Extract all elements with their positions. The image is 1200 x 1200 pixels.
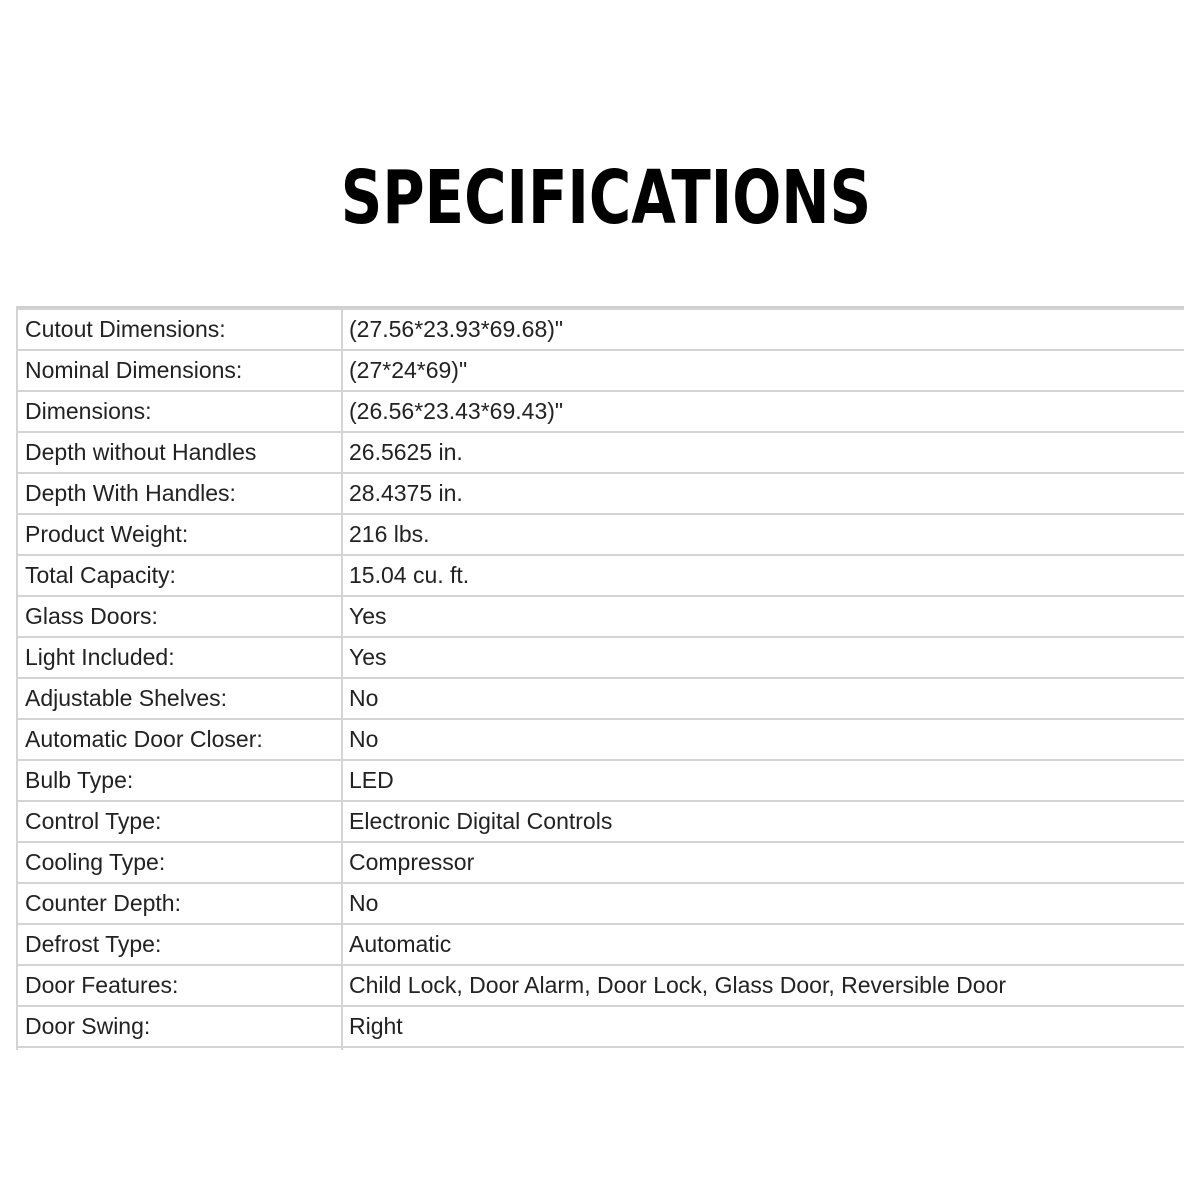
spec-label: Bulb Type: xyxy=(17,760,342,801)
spec-value: Yes xyxy=(342,637,1184,678)
spec-label: Depth without Handles xyxy=(17,432,342,473)
spec-label: Light Included: xyxy=(17,637,342,678)
table-row-cut-off xyxy=(17,1047,1184,1050)
spec-row-door-swing xyxy=(17,1006,1184,1047)
spec-label: Depth With Handles: xyxy=(17,473,342,514)
spec-row-light-included xyxy=(17,637,1184,678)
spec-value: LED xyxy=(342,760,1184,801)
spec-label: Cutout Dimensions: xyxy=(17,309,342,350)
page-title: SPECIFICATIONS xyxy=(340,155,872,241)
spec-row-adjustable-shelves xyxy=(17,678,1184,719)
spec-row-cutout-dimensions xyxy=(17,309,1184,350)
specifications-table xyxy=(16,308,1184,1050)
spec-value: 216 lbs. xyxy=(342,514,1184,555)
spec-row-counter-depth xyxy=(17,883,1184,924)
spec-row-cooling-type xyxy=(17,842,1184,883)
spec-value: Compressor xyxy=(342,842,1184,883)
spec-value: Automatic xyxy=(342,924,1184,965)
spec-value: Electronic Digital Controls xyxy=(342,801,1184,842)
spec-row-depth-without-handles xyxy=(17,432,1184,473)
spec-value: (27*24*69)" xyxy=(342,350,1184,391)
spec-value: Child Lock, Door Alarm, Door Lock, Glass Door, Reversible Door xyxy=(342,965,1184,1006)
spec-label: Defrost Type: xyxy=(17,924,342,965)
spec-row-glass-doors xyxy=(17,596,1184,637)
spec-label: Door Swing: xyxy=(17,1006,342,1047)
spec-value: (26.56*23.43*69.43)" xyxy=(342,391,1184,432)
spec-label: Adjustable Shelves: xyxy=(17,678,342,719)
spec-row-nominal-dimensions xyxy=(17,350,1184,391)
spec-row-product-weight xyxy=(17,514,1184,555)
empty-cell xyxy=(342,1047,1184,1050)
spec-label: Cooling Type: xyxy=(17,842,342,883)
empty-cell xyxy=(17,1047,342,1050)
spec-row-defrost-type xyxy=(17,924,1184,965)
spec-row-automatic-door-closer xyxy=(17,719,1184,760)
spec-value: (27.56*23.93*69.68)" xyxy=(342,309,1184,350)
spec-label: Glass Doors: xyxy=(17,596,342,637)
spec-value: 26.5625 in. xyxy=(342,432,1184,473)
spec-label: Counter Depth: xyxy=(17,883,342,924)
spec-row-control-type xyxy=(17,801,1184,842)
spec-label: Automatic Door Closer: xyxy=(17,719,342,760)
spec-value: No xyxy=(342,719,1184,760)
spec-row-depth-with-handles xyxy=(17,473,1184,514)
spec-label: Control Type: xyxy=(17,801,342,842)
spec-value: No xyxy=(342,678,1184,719)
spec-row-total-capacity xyxy=(17,555,1184,596)
spec-value: Right xyxy=(342,1006,1184,1047)
spec-value: No xyxy=(342,883,1184,924)
spec-label: Product Weight: xyxy=(17,514,342,555)
spec-label: Door Features: xyxy=(17,965,342,1006)
spec-label: Total Capacity: xyxy=(17,555,342,596)
spec-value: Yes xyxy=(342,596,1184,637)
specifications-table-container xyxy=(16,306,1184,1050)
spec-row-bulb-type xyxy=(17,760,1184,801)
spec-label: Nominal Dimensions: xyxy=(17,350,342,391)
spec-label: Dimensions: xyxy=(17,391,342,432)
spec-value: 28.4375 in. xyxy=(342,473,1184,514)
spec-row-dimensions xyxy=(17,391,1184,432)
spec-value: 15.04 cu. ft. xyxy=(342,555,1184,596)
spec-row-door-features xyxy=(17,965,1184,1006)
